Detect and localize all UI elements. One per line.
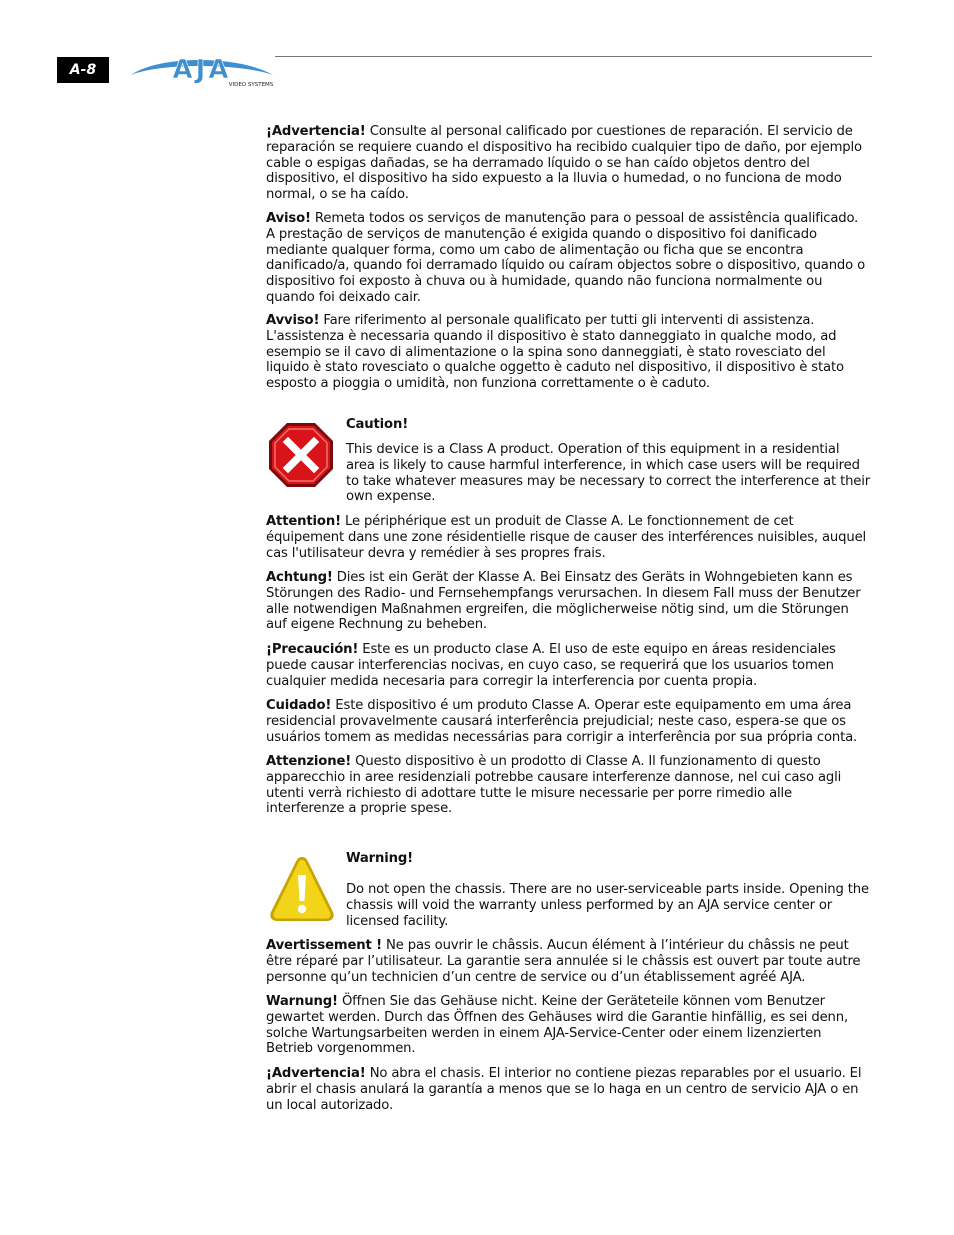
warning-heading: Warning! [346,851,414,866]
header-rule [275,56,872,57]
warning-body: Do not open the chassis. There are no user-serviceable parts inside. Opening the chassis will void the warranty unless performed by an AJA service center or licensed facility. [346,882,869,929]
attenzione-it-paragraph: Attenzione! Questo dispositivo è un prodotto di Classe A. Il funzionamento di questo apparecchio in aree residenziali potrebbe causare interferenze dannose, nel cui caso agli utenti verrà richiesto di adottare tutte le misure necessarie per porre rimedio alle interferenze a proprie spese. [266,754,842,817]
advertencia-es-paragraph: ¡Advertencia! Consulte al personal calificado por cuestiones de reparación. El servicio de reparación se requiere cuando el dispositivo ha recibido cualquier tipo de daño, por ejemplo cable o espigas dañadas, se ha derramado líquido o se han caído objetos dentro del dispositivo, el dispositivo ha sido expuesto a la lluvia o humedad, o no funciona de modo normal, o se ha caído. [266,124,862,203]
avertissement-fr-paragraph: Avertissement ! Ne pas ouvrir le châssis. Aucun élément à l’intérieur du châssis ne peut être réparé par l’utilisateur. La garantie sera annulée si le châssis est ouvert par toute autre personne qu’un technicien d’un centre de service ou d’un établissement agréé AJA. [266,938,861,985]
page-number-tab: A-8 [57,57,109,83]
advertencia-es-chassis-paragraph: ¡Advertencia! No abra el chasis. El interior no contiene piezas reparables por el usuario. El abrir el chasis anulará la garantía a menos que se lo haga en un centro de servicio AJA o en un local autorizado. [266,1066,862,1113]
attention-fr-paragraph: Attention! Le périphérique est un produit de Classe A. Le fonctionnement de cet équipement dans une zone résidentielle risque de causer des interférences nuisibles, auquel cas l'utilisateur devra y remédier à ses propres frais. [266,514,867,561]
stop-sign-x-icon [268,422,334,488]
warning-exclamation-icon [268,855,336,923]
aviso-pt-paragraph: Aviso! Remeta todos os serviços de manutenção para o pessoal de assistência qualificado. A prestação de serviços de manutenção é exigida quando o dispositivo foi danificado mediante qualquer forma, como um cabo de alimentação ou ficha que se encontra danificado/a, quando foi derramado líquido ou caíram objectos sobre o dispositivo, quando o dispositivo foi exposto à chuva ou à humidade, quando não funciona normalmente ou quando foi deixado cair. [266,211,866,305]
caution-heading: Caution! [346,417,409,432]
precaucion-es-paragraph: ¡Precaución! Este es un producto clase A. El uso de este equipo en áreas residenciales puede causar interferencias nocivas, en cuyo caso, se requerirá que los usuarios tomen cualquier medida necesaria para corregir la interferencia por cuenta propia. [266,642,836,689]
logo-subtext: VIDEO SYSTEMS [228,82,274,88]
aja-logo [129,53,275,89]
avviso-it-paragraph: Avviso! Fare riferimento al personale qualificato per tutti gli interventi di assistenza. L'assistenza è necessaria quando il dispositivo è stato danneggiato in qualche modo, ad esempio se il cavo di alimentazione o la spina sono danneggiati, è stato rovesciato del liquido è stato rovesciato o qualche oggetto è caduto nel dispositivo, il dispositivo è stato esposto a pioggia o umidità, non funziona correttamente o è caduto. [266,313,844,392]
achtung-de-paragraph: Achtung! Dies ist ein Gerät der Klasse A. Bei Einsatz des Geräts in Wohngebieten kann es Störungen des Radio- und Fernsehempfangs verursachen. In diesem Fall muss der Benutzer alle notwendigen Maßnahmen ergreifen, die möglicherweise nötig sind, um die Störungen auf eigene Rechnung zu beheben. [266,570,861,633]
warnung-de-paragraph: Warnung! Öffnen Sie das Gehäuse nicht. Keine der Geräteteile können vom Benutzer gewartet werden. Durch das Öffnen des Gehäuses wird die Garantie hinfällig, es sei denn, solche Wartungsarbeiten werden in einem AJA-Service-Center oder einem lizenzierten Betrieb vorgenommen. [266,994,849,1057]
cuidado-pt-paragraph: Cuidado! Este dispositivo é um produto Classe A. Operar este equipamento em uma área residencial provavelmente causará interferência prejudicial; neste caso, espera-se que os usuários tomem as medidas necessárias para corrigir a interferência por sua própria conta. [266,698,858,745]
logo-wordmark: AJA [172,55,232,85]
caution-body: This device is a Class A product. Operation of this equipment in a residential area is likely to cause harmful interference, in which case users will be required to take whatever measures may be necessary to correct the interference at their own expense. [346,442,871,505]
